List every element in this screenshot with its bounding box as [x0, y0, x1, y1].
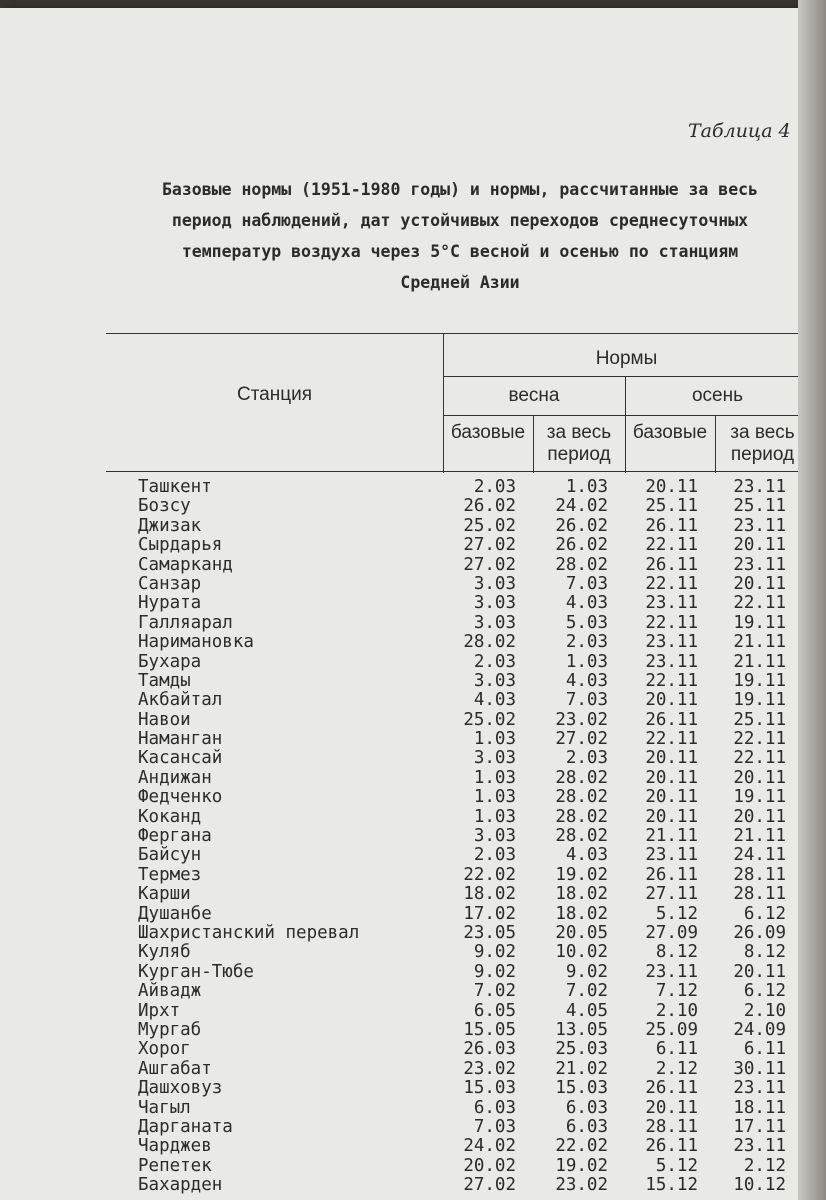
table-row [138, 1099, 798, 1118]
autumn-whole-period: 23.11 [733, 1136, 786, 1157]
spring-base: 7.02 [473, 981, 516, 1002]
table-title [110, 174, 810, 298]
spring-whole-period: 23.02 [555, 1175, 608, 1196]
spring-whole-period: 10.02 [555, 942, 608, 963]
spring-whole-period: 2.03 [565, 748, 608, 769]
header-autumn-base: базовые [632, 422, 708, 443]
spring-base: 6.03 [473, 1097, 516, 1118]
autumn-whole-period: 30.11 [733, 1058, 786, 1079]
autumn-base: 15.12 [645, 1175, 698, 1196]
table-row [138, 711, 798, 730]
header-autumn: осень [691, 385, 744, 406]
station-name: Ашгабат [138, 1058, 212, 1079]
spring-whole-period: 6.03 [565, 1116, 608, 1137]
spring-whole-period: 1.03 [565, 651, 608, 672]
autumn-whole-period: 17.11 [733, 1116, 786, 1137]
autumn-whole-period: 26.09 [733, 922, 786, 943]
spring-whole-period: 9.02 [565, 961, 608, 982]
autumn-whole-period: 20.11 [733, 961, 786, 982]
table-row [138, 808, 798, 827]
header-norms: Нормы [595, 348, 658, 369]
spring-base: 23.05 [463, 922, 516, 943]
station-name: Бухара [138, 651, 202, 672]
station-name: Курган-Тюбе [138, 961, 254, 982]
header-station: Станция [236, 384, 313, 405]
spring-base: 1.03 [473, 787, 516, 808]
table-row [138, 556, 798, 575]
spring-base: 1.03 [473, 767, 516, 788]
spring-base: 25.02 [463, 709, 516, 730]
station-name: Наманган [138, 729, 223, 750]
autumn-whole-period: 19.11 [733, 670, 786, 691]
station-name: Касансай [138, 748, 223, 769]
autumn-whole-period: 20.11 [733, 767, 786, 788]
station-name: Карши [138, 884, 191, 905]
station-name: Нурата [138, 593, 202, 614]
autumn-whole-period: 20.11 [733, 535, 786, 556]
spring-base: 3.03 [473, 573, 516, 594]
spring-whole-period: 2.03 [565, 632, 608, 653]
header-spring: весна [508, 385, 560, 406]
autumn-whole-period: 25.11 [733, 496, 786, 517]
spring-base: 23.02 [463, 1058, 516, 1079]
spring-whole-period: 18.02 [555, 884, 608, 905]
autumn-whole-period: 28.11 [733, 864, 786, 885]
autumn-whole-period: 23.11 [733, 554, 786, 575]
table-row [138, 478, 798, 497]
spring-base: 6.05 [473, 1000, 516, 1021]
station-name: Бахарден [138, 1175, 223, 1196]
spring-base: 4.03 [473, 690, 516, 711]
autumn-base: 20.11 [645, 767, 698, 788]
table-row [138, 1118, 798, 1137]
table-row [138, 1040, 798, 1059]
spring-base: 26.02 [463, 496, 516, 517]
table-number: Таблица 4 [688, 120, 791, 142]
table-row [138, 1176, 798, 1195]
station-name: Ирхт [138, 1000, 181, 1021]
spring-whole-period: 5.03 [565, 612, 608, 633]
autumn-base: 22.11 [645, 670, 698, 691]
spring-whole-period: 7.03 [565, 573, 608, 594]
autumn-base: 23.11 [645, 651, 698, 672]
table-row [138, 1021, 798, 1040]
autumn-base: 8.12 [655, 942, 698, 963]
spring-whole-period: 1.03 [565, 477, 608, 497]
autumn-base: 26.11 [645, 864, 698, 885]
spring-whole-period: 27.02 [555, 729, 608, 750]
spring-whole-period: 19.02 [555, 864, 608, 885]
autumn-whole-period: 24.09 [733, 1019, 786, 1040]
station-name: Фергана [138, 826, 212, 847]
spring-base: 22.02 [463, 864, 516, 885]
spring-base: 18.02 [463, 884, 516, 905]
autumn-whole-period: 23.11 [733, 515, 786, 536]
station-name: Айвадж [138, 981, 202, 1002]
station-name: Мургаб [138, 1019, 202, 1040]
table-row [138, 827, 798, 846]
autumn-base: 26.11 [645, 515, 698, 536]
spring-base: 3.03 [473, 593, 516, 614]
title-line: Средней Азии [400, 273, 520, 292]
spring-whole-period: 13.05 [555, 1019, 608, 1040]
table-row [138, 497, 798, 516]
table-row [138, 730, 798, 749]
autumn-whole-period: 22.11 [733, 748, 786, 769]
autumn-base: 5.12 [655, 903, 698, 924]
autumn-whole-period: 8.12 [743, 942, 786, 963]
autumn-whole-period: 6.11 [743, 1039, 786, 1060]
autumn-base: 20.11 [645, 1097, 698, 1118]
station-name: Душанбе [138, 903, 212, 924]
station-name: Наримановка [138, 632, 254, 653]
spring-whole-period: 24.02 [555, 496, 608, 517]
spring-base: 2.03 [473, 651, 516, 672]
table-body [138, 478, 798, 1195]
autumn-whole-period: 18.11 [733, 1097, 786, 1118]
autumn-base: 22.11 [645, 729, 698, 750]
spring-whole-period: 18.02 [555, 903, 608, 924]
header-rule-norms [443, 376, 810, 377]
table-row [138, 1079, 798, 1098]
table-row [138, 788, 798, 807]
autumn-base: 25.11 [645, 496, 698, 517]
spring-whole-period: 28.02 [555, 554, 608, 575]
autumn-whole-period: 20.11 [733, 806, 786, 827]
spring-whole-period: 4.03 [565, 593, 608, 614]
header-autumn-whole-period: за весь период [730, 422, 795, 465]
table-row [138, 653, 798, 672]
table-row [138, 885, 798, 904]
station-name: Дашховуз [138, 1078, 223, 1099]
station-name: Бозсу [138, 496, 191, 517]
autumn-base: 28.11 [645, 1116, 698, 1137]
autumn-base: 23.11 [645, 593, 698, 614]
autumn-whole-period: 20.11 [733, 573, 786, 594]
autumn-whole-period: 22.11 [733, 593, 786, 614]
autumn-base: 20.11 [645, 690, 698, 711]
autumn-base: 2.10 [655, 1000, 698, 1021]
spring-whole-period: 21.02 [555, 1058, 608, 1079]
station-name: Дарганата [138, 1116, 233, 1137]
table-row [138, 594, 798, 613]
spring-whole-period: 20.05 [555, 922, 608, 943]
spring-whole-period: 4.03 [565, 845, 608, 866]
spring-whole-period: 22.02 [555, 1136, 608, 1157]
table-row [138, 575, 798, 594]
header-spring-base: базовые [450, 422, 526, 443]
station-name: Шахристанский перевал [138, 922, 360, 943]
station-name: Байсун [138, 845, 202, 866]
spring-base: 24.02 [463, 1136, 516, 1157]
spring-base: 3.03 [473, 826, 516, 847]
autumn-whole-period: 25.11 [733, 709, 786, 730]
table-row [138, 1157, 798, 1176]
autumn-base: 6.11 [655, 1039, 698, 1060]
spring-whole-period: 25.03 [555, 1039, 608, 1060]
spring-base: 1.03 [473, 729, 516, 750]
autumn-base: 27.09 [645, 922, 698, 943]
title-line: температур воздуха через 5°С весной и осенью по станциям [181, 242, 739, 261]
table-row [138, 1060, 798, 1079]
autumn-whole-period: 6.12 [743, 903, 786, 924]
spring-base: 27.02 [463, 1175, 516, 1196]
autumn-base: 22.11 [645, 612, 698, 633]
autumn-base: 26.11 [645, 1078, 698, 1099]
spring-base: 26.03 [463, 1039, 516, 1060]
autumn-whole-period: 21.11 [733, 826, 786, 847]
autumn-base: 5.12 [655, 1155, 698, 1176]
autumn-base: 26.11 [645, 709, 698, 730]
autumn-base: 22.11 [645, 535, 698, 556]
spring-base: 15.03 [463, 1078, 516, 1099]
autumn-base: 20.11 [645, 787, 698, 808]
spring-whole-period: 7.02 [565, 981, 608, 1002]
spring-whole-period: 15.03 [555, 1078, 608, 1099]
autumn-base: 23.11 [645, 961, 698, 982]
autumn-whole-period: 2.10 [743, 1000, 786, 1021]
spring-base: 27.02 [463, 554, 516, 575]
page-edge [798, 0, 826, 1200]
spring-base: 2.03 [473, 477, 516, 497]
autumn-base: 22.11 [645, 573, 698, 594]
autumn-whole-period: 28.11 [733, 884, 786, 905]
table-row [138, 924, 798, 943]
spring-whole-period: 26.02 [555, 515, 608, 536]
spring-base: 15.05 [463, 1019, 516, 1040]
table-row [138, 769, 798, 788]
autumn-base: 26.11 [645, 554, 698, 575]
station-name: Сырдарья [138, 535, 223, 556]
station-name: Галляарал [138, 612, 233, 633]
station-name: Термез [138, 864, 202, 885]
station-name: Ташкент [138, 477, 212, 497]
spring-base: 2.03 [473, 845, 516, 866]
autumn-base: 7.12 [655, 981, 698, 1002]
table-row [138, 982, 798, 1001]
autumn-base: 27.11 [645, 884, 698, 905]
autumn-base: 26.11 [645, 1136, 698, 1157]
table-row [138, 943, 798, 962]
station-name: Чагыл [138, 1097, 191, 1118]
spring-whole-period: 28.02 [555, 806, 608, 827]
table-top-rule [106, 333, 810, 334]
spring-whole-period: 28.02 [555, 826, 608, 847]
spring-base: 3.03 [473, 670, 516, 691]
station-name: Навои [138, 709, 191, 730]
autumn-whole-period: 23.11 [733, 1078, 786, 1099]
table-row [138, 672, 798, 691]
autumn-whole-period: 10.12 [733, 1175, 786, 1196]
autumn-whole-period: 22.11 [733, 729, 786, 750]
spring-base: 9.02 [473, 961, 516, 982]
spring-whole-period: 6.03 [565, 1097, 608, 1118]
table-row [138, 517, 798, 536]
spring-base: 17.02 [463, 903, 516, 924]
autumn-whole-period: 24.11 [733, 845, 786, 866]
spring-whole-period: 23.02 [555, 709, 608, 730]
spring-base: 3.03 [473, 748, 516, 769]
spring-base: 25.02 [463, 515, 516, 536]
header-spring-whole-period: за весь период [546, 422, 612, 465]
autumn-base: 25.09 [645, 1019, 698, 1040]
station-name: Акбайтал [138, 690, 223, 711]
spring-base: 27.02 [463, 535, 516, 556]
station-name: Тамды [138, 670, 191, 691]
spring-whole-period: 28.02 [555, 767, 608, 788]
table-row [138, 691, 798, 710]
autumn-base: 2.12 [655, 1058, 698, 1079]
station-name: Хорог [138, 1039, 191, 1060]
autumn-whole-period: 2.12 [743, 1155, 786, 1176]
spring-whole-period: 19.02 [555, 1155, 608, 1176]
header-rule-seasons [443, 415, 810, 416]
autumn-whole-period: 6.12 [743, 981, 786, 1002]
autumn-base: 23.11 [645, 632, 698, 653]
autumn-whole-period: 19.11 [733, 612, 786, 633]
spring-whole-period: 4.03 [565, 670, 608, 691]
table-row [138, 1002, 798, 1021]
table-row [138, 614, 798, 633]
table-row [138, 633, 798, 652]
station-name: Джизак [138, 515, 202, 536]
spring-whole-period: 4.05 [565, 1000, 608, 1021]
autumn-base: 23.11 [645, 845, 698, 866]
spring-base: 3.03 [473, 612, 516, 633]
table-row [138, 905, 798, 924]
table-row [138, 536, 798, 555]
station-name: Чарджев [138, 1136, 212, 1157]
document-page [0, 8, 812, 1200]
spring-whole-period: 7.03 [565, 690, 608, 711]
spring-base: 9.02 [473, 942, 516, 963]
autumn-whole-period: 23.11 [733, 477, 786, 497]
spring-base: 20.02 [463, 1155, 516, 1176]
station-name: Репетек [138, 1155, 212, 1176]
table-row [138, 866, 798, 885]
title-line: Базовые нормы (1951-1980 годы) и нормы, рассчитанные за весь [161, 180, 759, 199]
header-bottom-rule [106, 471, 810, 472]
autumn-whole-period: 21.11 [733, 632, 786, 653]
table-row [138, 846, 798, 865]
autumn-base: 20.11 [645, 806, 698, 827]
spring-base: 28.02 [463, 632, 516, 653]
spring-whole-period: 26.02 [555, 535, 608, 556]
table-row [138, 1137, 798, 1156]
autumn-whole-period: 19.11 [733, 787, 786, 808]
spring-base: 7.03 [473, 1116, 516, 1137]
autumn-whole-period: 19.11 [733, 690, 786, 711]
autumn-whole-period: 21.11 [733, 651, 786, 672]
title-line: период наблюдений, дат устойчивых переходов среднесуточных [171, 211, 749, 230]
autumn-base: 21.11 [645, 826, 698, 847]
station-name: Самарканд [138, 554, 233, 575]
autumn-base: 20.11 [645, 748, 698, 769]
station-name: Куляб [138, 942, 191, 963]
spring-whole-period: 28.02 [555, 787, 608, 808]
table-row [138, 963, 798, 982]
table-row [138, 749, 798, 768]
station-name: Федченко [138, 787, 223, 808]
autumn-base: 20.11 [645, 477, 698, 497]
spring-base: 1.03 [473, 806, 516, 827]
station-name: Андижан [138, 767, 212, 788]
station-name: Коканд [138, 806, 202, 827]
station-name: Санзар [138, 573, 202, 594]
